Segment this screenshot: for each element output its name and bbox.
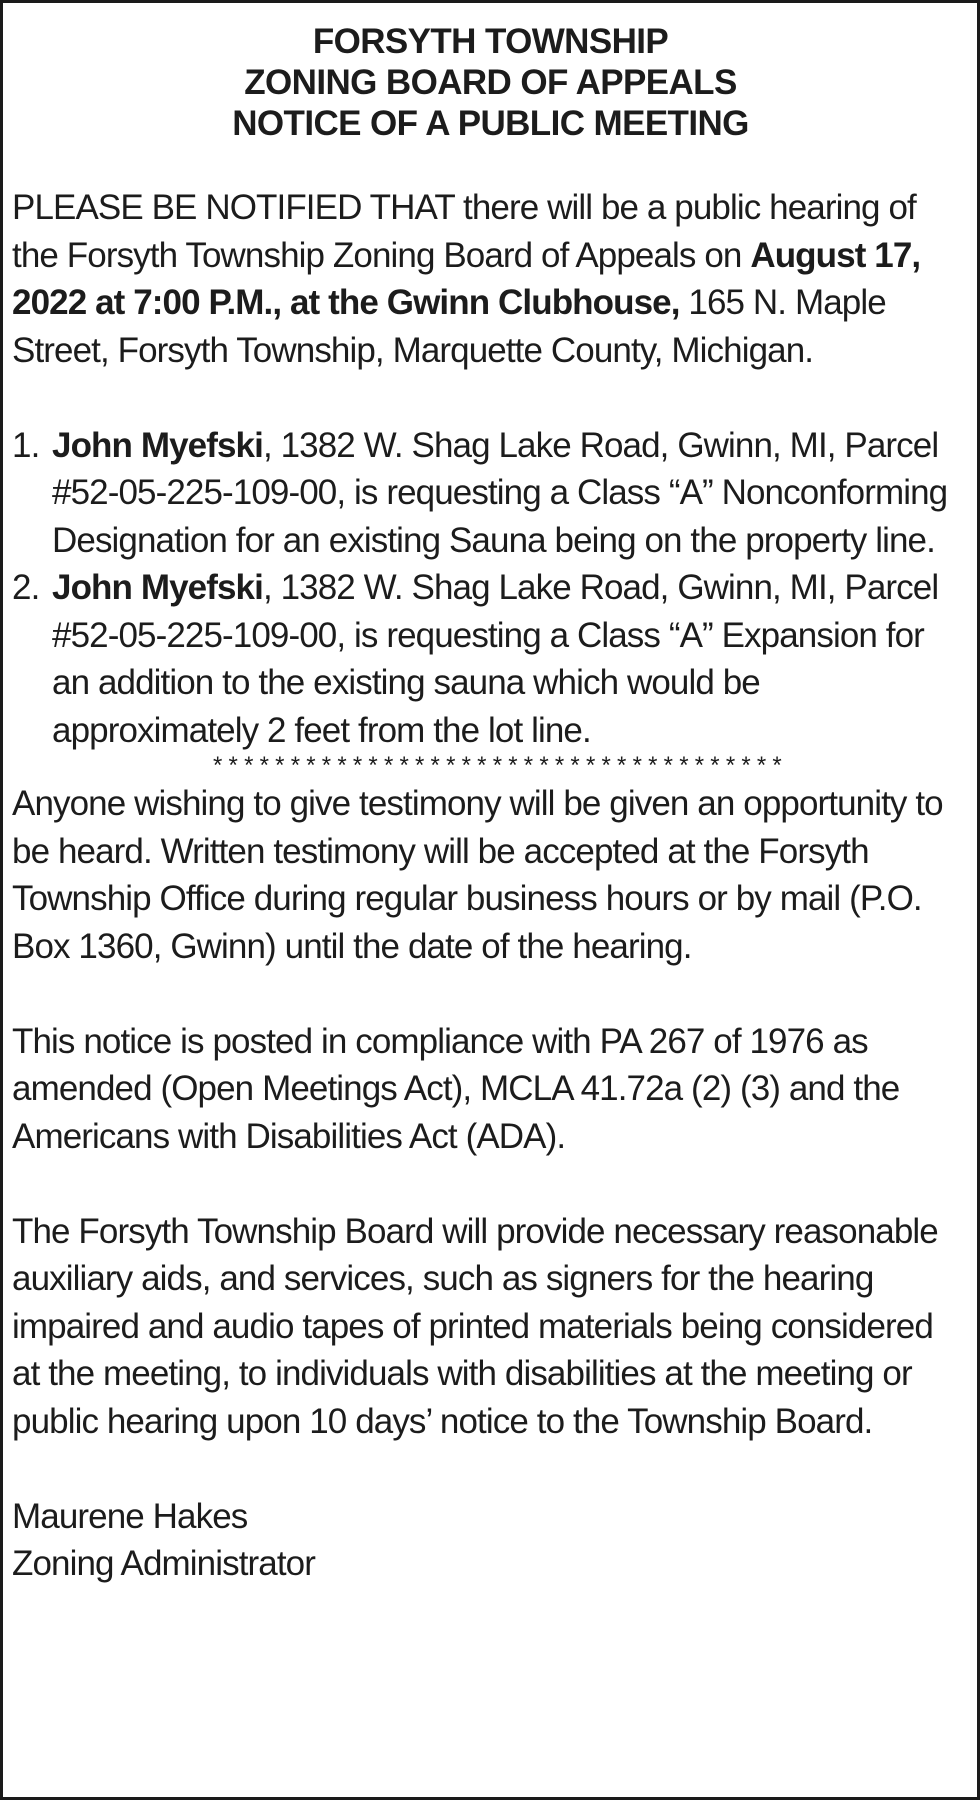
compliance-paragraph: This notice is posted in compliance with PA 267 of 1976 as amended (Open Meetings Act), MCLA 41.72a (2) (3) and the Americans with Disabilities Act (ADA). bbox=[12, 1021, 900, 1156]
agenda-list bbox=[12, 422, 969, 755]
spacer bbox=[12, 970, 969, 1018]
spacer bbox=[12, 1160, 969, 1208]
intro-paragraph bbox=[12, 184, 969, 374]
signature-title: Zoning Administrator bbox=[12, 1544, 315, 1583]
spacer bbox=[12, 144, 969, 184]
applicant-name: John Myefski bbox=[52, 425, 263, 465]
agenda-item-text: , 1382 W. Shag Lake Road, Gwinn, MI, Parcel #52-05-225-109-00, is requesting a Class “A” Expansion for an addition to the existing sauna which would be approximately 2 feet from the lot line. bbox=[52, 568, 939, 750]
agenda-item bbox=[12, 564, 969, 754]
agenda-item-number: 2. bbox=[12, 568, 40, 607]
intro-date-location: August 17, 2022 at 7:00 P.M., at the Gwinn Clubhouse, bbox=[12, 235, 921, 322]
heading-township: FORSYTH TOWNSHIP bbox=[312, 22, 669, 61]
heading-notice-title: NOTICE OF A PUBLIC MEETING bbox=[232, 104, 749, 143]
spacer bbox=[12, 1445, 969, 1493]
heading-board: ZONING BOARD OF APPEALS bbox=[244, 63, 737, 102]
applicant-name: John Myefski bbox=[52, 568, 263, 607]
agenda-item-number: 1. bbox=[12, 425, 40, 465]
accessibility-paragraph: The Forsyth Township Board will provide necessary reasonable auxiliary aids, and services, such as signers for the hearing impaired and audio tapes of printed materials being considered at the meeting, to individuals with disabilities at the meeting or public hearing upon 10 days’ notice to the Township Board. bbox=[12, 1211, 938, 1441]
signature-name: Maurene Hakes bbox=[12, 1496, 248, 1536]
agenda-item bbox=[12, 422, 969, 565]
agenda-item-text: , 1382 W. Shag Lake Road, Gwinn, MI, Parcel #52-05-225-109-00, is requesting a Class “A” Nonconforming Designation for an existing Sauna being on the property line. bbox=[52, 425, 948, 560]
testimony-paragraph: Anyone wishing to give testimony will be given an opportunity to be heard. Written testimony will be accepted at the Forsyth Township Office during regular business hours or by mail (P.O. Box 1360, Gwinn) until the date of the hearing. bbox=[12, 784, 943, 966]
intro-lead: PLEASE BE NOTIFIED THAT there will be a public hearing of the Forsyth Township Zoning Board of Appeals on bbox=[12, 188, 916, 275]
spacer bbox=[12, 374, 969, 422]
notice-heading bbox=[12, 21, 969, 144]
intro-address: 165 N. Maple Street, Forsyth Township, Marquette County, Michigan. bbox=[12, 283, 886, 370]
separator-asterisks: ************************************* bbox=[213, 754, 788, 779]
